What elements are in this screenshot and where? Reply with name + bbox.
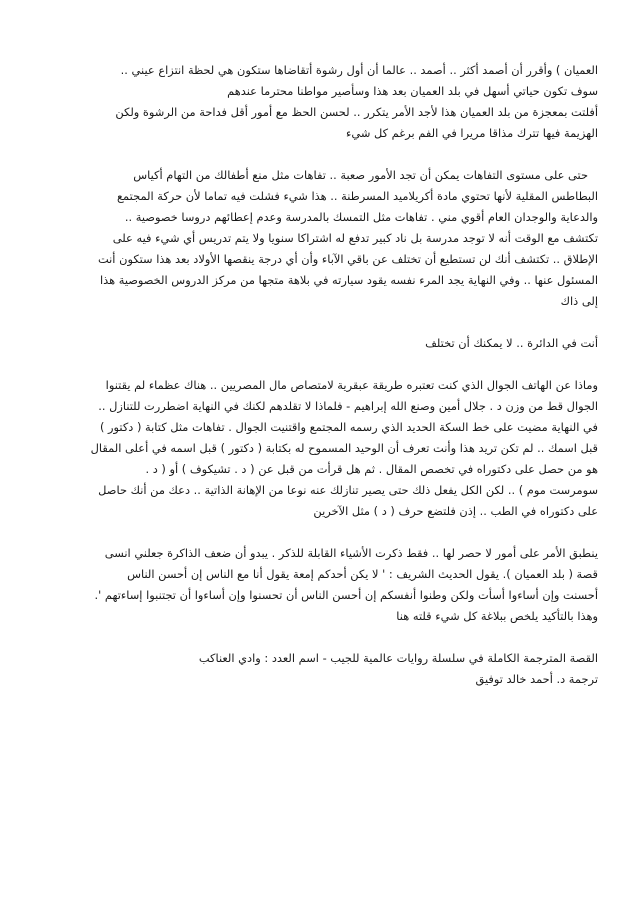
text-line: أنت في الدائرة .. لا يمكنك أن تختلف [425,336,598,350]
text-line: وماذا عن الهاتف الجوال الذي كنت تعتبره طريقة عبقرية لامتصاص مال المصريين .. هناك عظماء لم يقتنوا [105,378,598,392]
text-line: على دكتوراه في الطب .. إذن فلتضع حرف ( د ) مثل الآخرين [313,504,598,518]
paragraph [40,543,598,627]
text-line: أفلتت بمعجزة من بلد العميان هذا لأجد الأمر يتكرر .. لحسن الحظ مع أمور أقل فداحة من الرشوة ولكن [115,105,598,119]
paragraph [40,165,598,312]
text-line: أحسنت وإن أساءوا أسأت ولكن وطنوا أنفسكم إن أحسن الناس أن تحسنوا وإن أساءوا أن تجتنبوا إساءتهم '. [94,588,598,602]
document-page [40,60,598,711]
text-line: وهذا بالتأكيد يلخص ببلاغة كل شيء قلته هنا [396,609,598,623]
text-line: المسئول عنها .. وفي النهاية يجد المرء نفسه يقود سيارته في بلاهة متجها من مركز الدروس الخصوصية هذا [99,273,598,287]
text-line: قبل اسمك .. لم تكن تريد هذا وأنت تعرف أن الوحيد المسموح له بكتابة ( دكتور ) قبل اسمه في أعلى المقال [90,441,598,455]
text-line: ينطبق الأمر على أمور لا حصر لها .. فقط ذكرت الأشياء القابلة للذكر . يبدو أن ضعف الذاكرة جعلني انسى [104,546,598,560]
text-line: والدعاية والوجدان العام أقوي مني . تفاهات مثل التمسك بالمدرسة وعدم إعطائهم دروسا خصوصية .. [124,210,598,224]
text-line: قصة ( بلد العميان ). يقول الحديث الشريف : ' لا يكن أحدكم إمعة يقول أنا مع الناس إن أحسن الناس [127,567,598,581]
paragraph [40,60,598,144]
text-line: سومرست موم ) .. لكن الكل يفعل ذلك حتى يصير تنازلك عنه نوعا من الإهانة الذاتية .. دعك من أنك حاصل [98,483,598,497]
paragraph [40,333,598,354]
text-line: البطاطس المقلية لأنها تحتوي مادة أكريلاميد المسرطنة .. هذا شيء فشلت فيه تماما لأن حركة المجتمع [117,189,598,203]
text-line: هو من حصل على دكتوراه في تخصص المقال . ثم هل قرأت من قبل عن ( د . تشيكوف ) أو ( د . [145,462,598,476]
text-line: سوف تكون حياتي أسهل في بلد العميان بعد هذا وسأصير مواطنا محترما عندهم [227,84,598,98]
text-line: العميان ) وأقرر أن أصمد أكثر .. أصمد .. عالما أن أول رشوة أتقاضاها ستكون هي لحظة انتزاع عيني .. [120,63,598,77]
text-line: الجوال قط من وزن د . جلال أمين وصنع الله إبراهيم - فلماذا لا تقلدهم لكنك في النهاية اضطررت للتنازل .. [98,399,598,413]
text-line: القصة المترجمة الكاملة في سلسلة روايات عالمية للجيب - اسم العدد : وادي العناكب [198,651,598,665]
text-line: تكتشف مع الوقت أنه لا توجد مدرسة بل ناد كبير تدفع له اشتراكا سنويا ولا يتم تدريس أي شيء فيه على [112,231,598,245]
text-line: في النهاية مضيت على خط السكة الحديد الذي رسمه المجتمع واقتنيت الجوال . تفاهات مثل كتابة ( دكتور ) [99,420,598,434]
paragraph [40,648,598,690]
text-line: ترجمة د. أحمد خالد توفيق [475,672,598,686]
text-line: الهزيمة فيها تترك مذاقا مريرا في الفم برغم كل شيء [345,126,598,140]
text-line: الإطلاق .. تكتشف أنك لن تستطيع أن تختلف عن باقي الآباء وأن أي درجة ينقصها الأولاد بعد هذا ستكون أنت [97,252,598,266]
text-line: إلى ذاك [560,294,598,308]
text-line: حتى على مستوى التفاهات يمكن أن تجد الأمور صعبة .. تفاهات مثل منع أطفالك من التهام أكياس [133,168,588,182]
paragraph [40,375,598,522]
